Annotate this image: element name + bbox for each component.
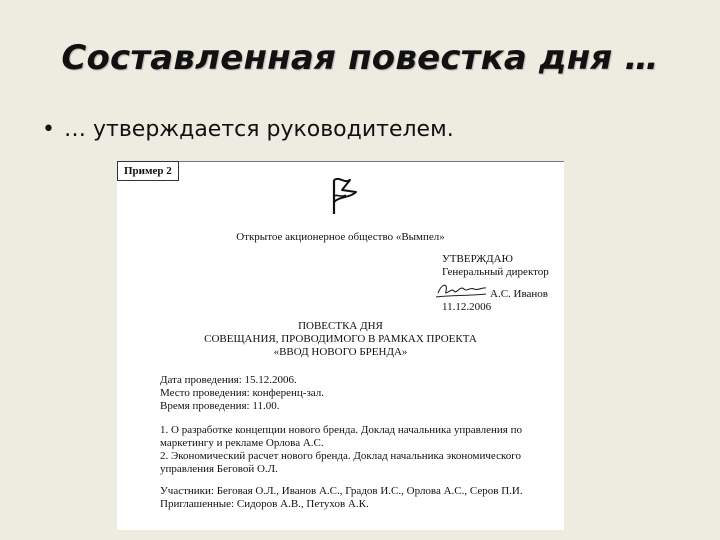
agenda-item-1-line-2: маркетингу и рекламе Орлова А.С. (160, 437, 324, 449)
meeting-place: Место проведения: конференц-зал. (160, 387, 325, 399)
agenda-item-2-line-2: управления Беговой О.Л. (160, 463, 278, 475)
approval-block (442, 253, 549, 314)
approval-date: 11.12.2006 (442, 301, 492, 313)
participants-list: Участники: Беговая О.Л., Иванов А.С., Градов И.С., Орлова А.С., Серов П.И. (160, 485, 523, 497)
agenda-title (117, 320, 564, 359)
approval-position: Генеральный директор (442, 266, 549, 278)
signatory-name: А.С. Иванов (490, 288, 548, 300)
meeting-info (160, 374, 324, 413)
signature-line (442, 279, 549, 301)
pennant-flag-icon (328, 174, 362, 219)
organization-name: Открытое акционерное общество «Вымпел» (236, 231, 445, 243)
meeting-time: Время проведения: 11.00. (160, 400, 280, 412)
agenda-title-line-3: «ВВОД НОВОГО БРЕНДА» (273, 346, 408, 358)
example-label: Пример 2 (117, 161, 179, 181)
slide-title: Составленная повестка дня … (61, 38, 659, 78)
agenda-title-line-1: ПОВЕСТКА ДНЯ (298, 320, 383, 332)
agenda-title-line-2: СОВЕЩАНИЯ, ПРОВОДИМОГО В РАМКАХ ПРОЕКТА (204, 333, 477, 345)
bullet-text: … утверждается руководителем. (64, 117, 454, 142)
agenda-item-2-line-1: 2. Экономический расчет нового бренда. Доклад начальника экономического (160, 450, 521, 462)
signature-icon (434, 279, 488, 301)
meeting-date: Дата проведения: 15.12.2006. (160, 374, 297, 386)
bullet-dot-icon: • (42, 117, 55, 142)
bullet-point (42, 117, 454, 142)
approval-heading: УТВЕРЖДАЮ (442, 253, 513, 265)
agenda-item-1-line-1: 1. О разработке концепции нового бренда. Доклад начальника управления по (160, 424, 522, 436)
invited-list: Приглашенные: Сидоров А.В., Петухов А.К. (160, 498, 369, 510)
document-image (117, 161, 564, 530)
top-rule (179, 161, 564, 162)
participants-block (160, 485, 523, 511)
